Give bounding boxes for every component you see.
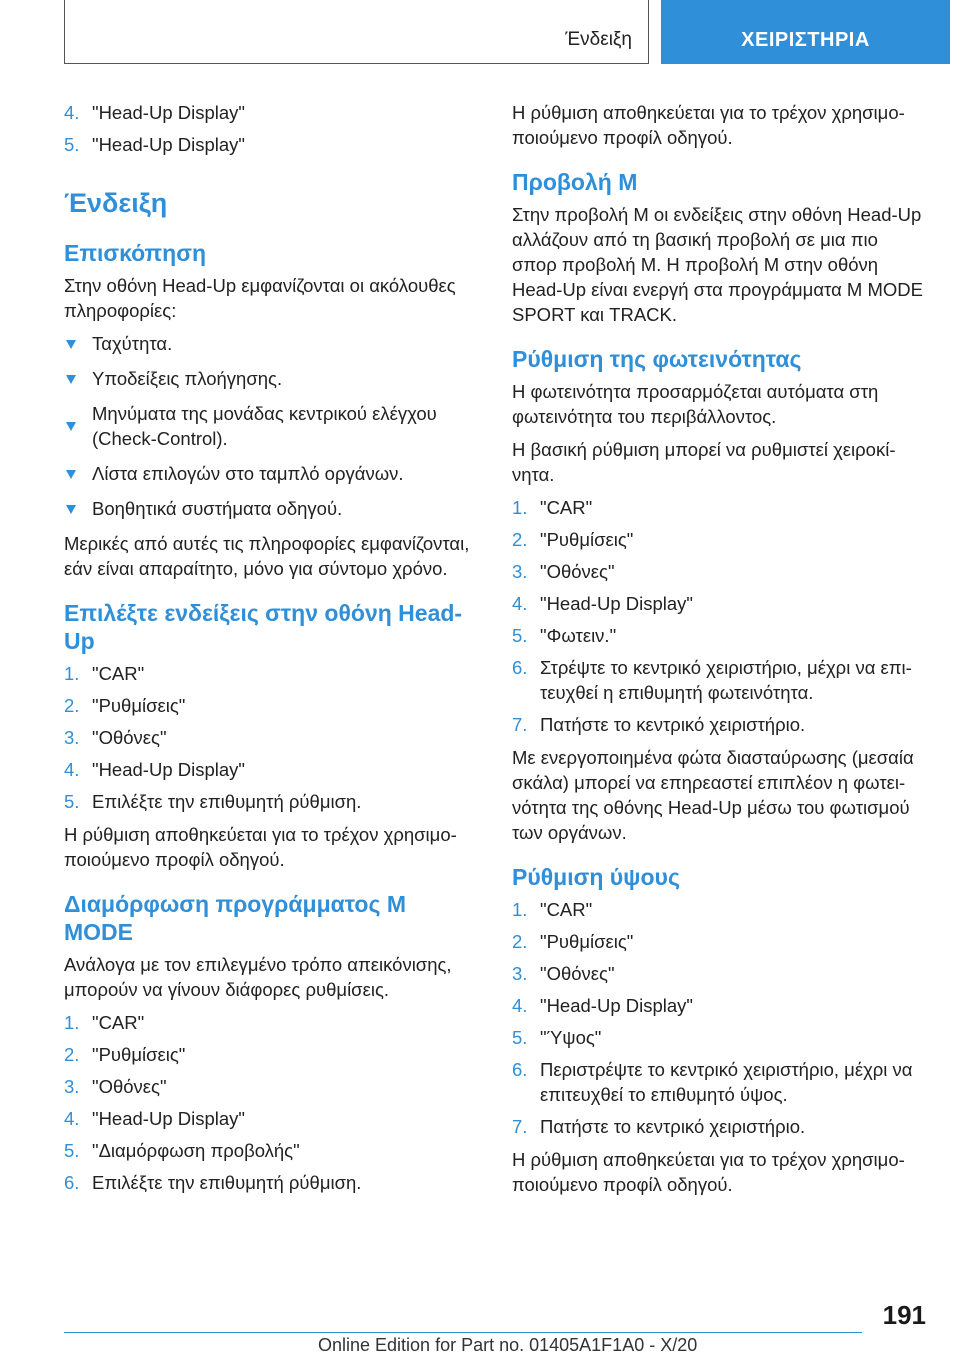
step-number: 6. [64,1172,80,1193]
step-text: "CAR" [540,899,593,920]
step-item [512,1114,926,1139]
step-item [64,1106,478,1131]
step-text: "Head-Up Display" [92,102,245,123]
step-item [64,100,478,125]
step-text: "Head-Up Display" [540,593,693,614]
step-text: Περιστρέψτε το κεντρικό χειριστήριο, μέχρι να επιτευχθεί το επιθυμητό ύψος. [540,1059,913,1105]
step-item [512,623,926,648]
step-text: "CAR" [540,497,593,518]
bullet-text: Ταχύτητα. [92,333,173,354]
step-text: Στρέψτε το κεντρικό χειριστήριο, μέχρι να επιτευχθεί η επιθυμητή φωτεινότητα. [540,657,912,703]
top-steps-list [64,100,478,157]
step-item [512,495,926,520]
step-number: 2. [64,1044,80,1065]
bullet-text: Βοηθητικά συστήματα οδηγού. [92,498,343,519]
mmode-steps [64,1010,478,1195]
brightness-manual-text: Η βασική ρύθμιση μπορεί να ρυθμιστεί χειροκίνητα. [512,439,896,485]
step-text: "Οθόνες" [92,1076,167,1097]
step-item [512,897,926,922]
step-item [64,1074,478,1099]
section-title: Ένδειξη [64,188,168,218]
header-section-box [64,0,649,64]
page-header [64,0,950,64]
select-display-note: Η ρύθμιση αποθηκεύεται για το τρέχον χρησιμοποιούμενο προφίλ οδηγού. [64,824,457,870]
step-number: 4. [512,593,528,614]
step-number: 1. [512,497,528,518]
step-text: "CAR" [92,663,145,684]
bullet-triangle-icon [64,331,92,356]
bullet-item [64,366,478,391]
overview-intro: Στην οθόνη Head-Up εμφανίζονται οι ακόλουθες πληροφορίες: [64,275,456,321]
step-number: 3. [512,963,528,984]
step-text: "Ρυθμίσεις" [540,931,634,952]
step-number: 3. [512,561,528,582]
bullet-text: Μηνύματα της μονάδας κεντρικού ελέγχου (Check-Control). [92,403,437,449]
step-number: 1. [512,899,528,920]
step-item [64,757,478,782]
step-text: Επιλέξτε την επιθυμητή ρύθμιση. [92,791,362,812]
step-text: Πατήστε το κεντρικό χειριστήριο. [540,714,806,735]
height-note: Η ρύθμιση αποθηκεύεται για το τρέχον χρησιμοποιούμενο προφίλ οδηγού. [512,1149,905,1195]
step-text: Επιλέξτε την επιθυμητή ρύθμιση. [92,1172,362,1193]
overview-bullets [64,331,478,521]
step-item [512,961,926,986]
step-number: 4. [64,102,80,123]
height-heading: Ρύθμιση ύψους [512,864,680,890]
bullet-triangle-icon [64,401,92,451]
step-number: 1. [64,663,80,684]
step-number: 3. [64,727,80,748]
step-item [512,655,926,705]
step-item [64,1010,478,1035]
step-text: "Φωτειν." [540,625,617,646]
footer-divider [64,1332,862,1333]
step-number: 5. [512,625,528,646]
step-text: "Ρυθμίσεις" [92,695,186,716]
step-number: 6. [512,1059,528,1080]
overview-heading: Επισκόπηση [64,240,206,266]
step-text: "Head-Up Display" [92,759,245,780]
step-item [64,132,478,157]
step-item [512,591,926,616]
step-text: "Οθόνες" [92,727,167,748]
step-item [512,993,926,1018]
step-number: 4. [64,1108,80,1129]
step-number: 4. [64,759,80,780]
bullet-item [64,401,478,451]
step-number: 5. [64,134,80,155]
footer-edition-text: Online Edition for Part no. 01405A1F1A0 - X/20 [318,1335,698,1355]
brightness-heading: Ρύθμιση της φωτεινότητας [512,346,802,372]
step-text: "Ρυθμίσεις" [92,1044,186,1065]
step-item [64,789,478,814]
step-text: "Head-Up Display" [540,995,693,1016]
step-number: 6. [512,657,528,678]
left-column [64,100,478,1203]
step-text: "Οθόνες" [540,963,615,984]
mmode-intro: Ανάλογα με τον επιλεγμένο τρόπο απεικόνισης, μπορούν να γίνουν διάφορες ρυθμίσεις. [64,954,452,1000]
header-section-title: Ένδειξη [565,29,632,50]
header-chapter-tab[interactable]: ΧΕΙΡΙΣΤΗΡΙΑ [661,0,950,64]
bullet-item [64,496,478,521]
step-item [512,1025,926,1050]
mview-text: Στην προβολή M οι ενδείξεις στην οθόνη Head-Up αλλάζουν από τη βασική προβολή σε μια πιο σπορ προβολή M. Η προβολή M στην οθόνη Head-Up είναι ενεργή στα προγράμματα M MODE SPORT και TRACK. [512,204,923,325]
bullet-triangle-icon [64,461,92,486]
step-number: 5. [64,791,80,812]
step-number: 4. [512,995,528,1016]
step-text: Πατήστε το κεντρικό χειριστήριο. [540,1116,806,1137]
step-text: "Ρυθμίσεις" [540,529,634,550]
bullet-triangle-icon [64,496,92,521]
step-text: "Head-Up Display" [92,1108,245,1129]
select-display-heading: Επιλέξτε ενδείξεις στην οθόνη Head-Up [64,600,463,654]
right-column [512,100,926,1205]
step-item [512,1057,926,1107]
brightness-note: Με ενεργοποιημένα φώτα διασταύρωσης (μεσαία σκάλα) μπορεί να επηρεαστεί επιπλέον η φωτεινότητα της οθόνης Head-Up μέσω του φωτισμού των οργάνων. [512,747,914,843]
step-number: 7. [512,714,528,735]
step-number: 1. [64,1012,80,1033]
mmode-heading: Διαμόρφωση προγράμματος M MODE [64,891,406,945]
height-steps [512,897,926,1139]
step-item [512,712,926,737]
bullet-item [64,331,478,356]
step-item [512,559,926,584]
step-item [64,661,478,686]
step-number: 5. [64,1140,80,1161]
right-top-note: Η ρύθμιση αποθηκεύεται για το τρέχον χρησιμοποιούμενο προφίλ οδηγού. [512,102,905,148]
select-display-steps [64,661,478,814]
step-text: "CAR" [92,1012,145,1033]
step-number: 2. [512,529,528,550]
bullet-text: Λίστα επιλογών στο ταμπλό οργάνων. [92,463,404,484]
step-text: "Head-Up Display" [92,134,245,155]
step-text: "Οθόνες" [540,561,615,582]
bullet-item [64,461,478,486]
step-item [64,693,478,718]
step-text: "Διαμόρφωση προβολής" [92,1140,300,1161]
step-item [512,929,926,954]
page-number: 191 [882,1300,926,1330]
step-number: 2. [64,695,80,716]
step-item [64,1138,478,1163]
step-number: 5. [512,1027,528,1048]
step-item [64,725,478,750]
mview-heading: Προβολή M [512,169,638,195]
step-number: 7. [512,1116,528,1137]
brightness-steps [512,495,926,737]
step-number: 3. [64,1076,80,1097]
step-item [512,527,926,552]
bullet-triangle-icon [64,366,92,391]
bullet-text: Υποδείξεις πλοήγησης. [92,368,283,389]
step-number: 2. [512,931,528,952]
overview-note: Μερικές από αυτές τις πληροφορίες εμφανίζονται, εάν είναι απαραίτητο, μόνο για σύντομο χρόνο. [64,533,470,579]
step-item [64,1042,478,1067]
step-item [64,1170,478,1195]
step-text: "Ύψος" [540,1027,602,1048]
brightness-auto-text: Η φωτεινότητα προσαρμόζεται αυτόματα στη φωτεινότητα του περιβάλλοντος. [512,381,879,427]
